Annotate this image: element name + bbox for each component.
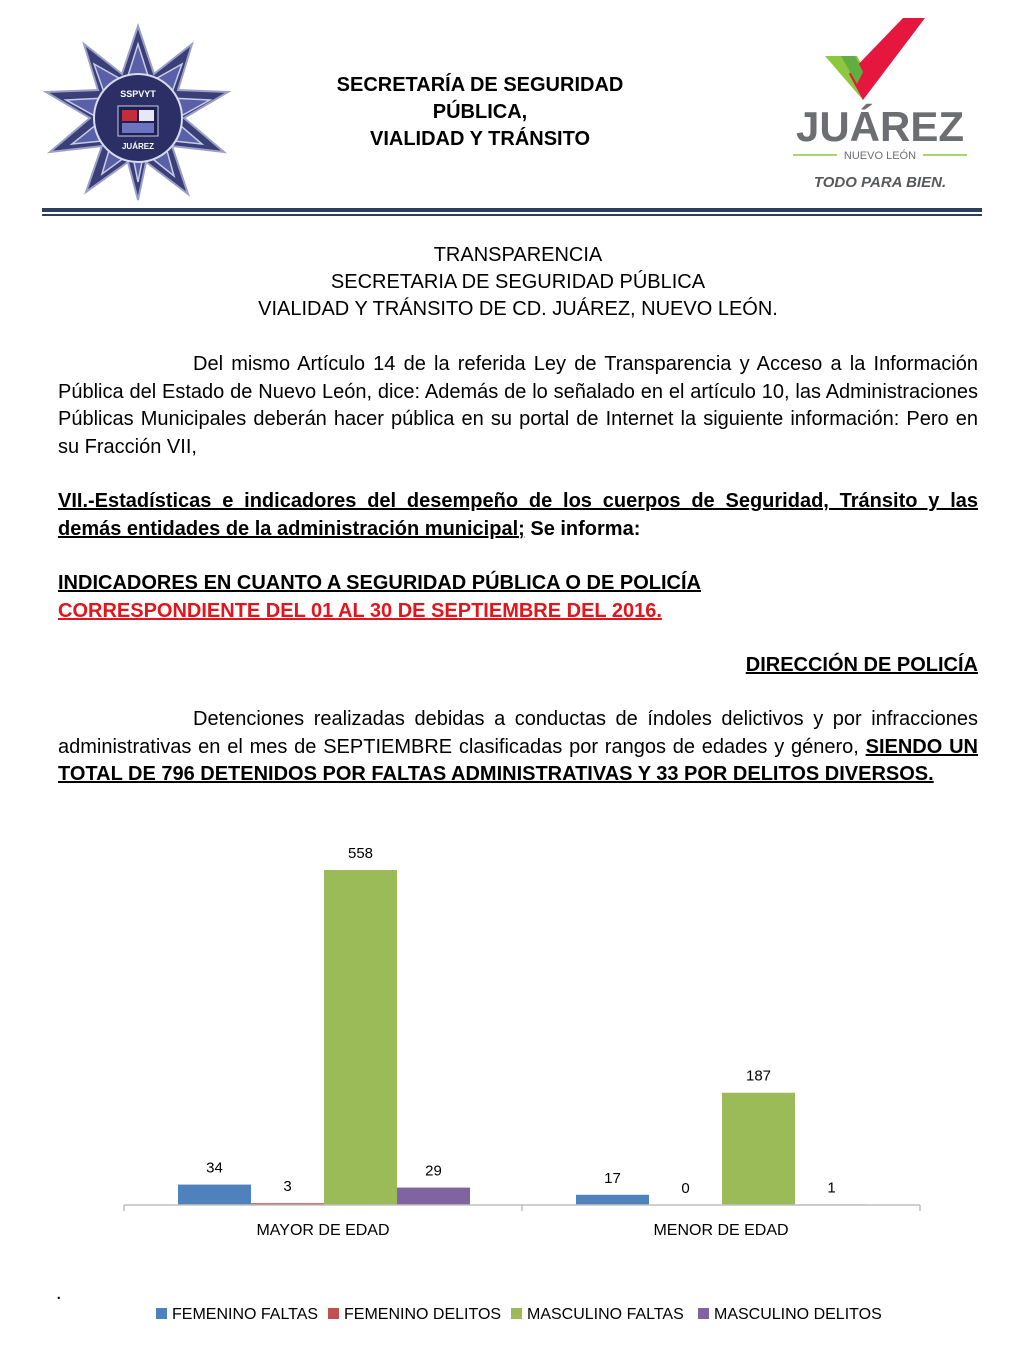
paragraph2-emphasis: SIENDO UN TOTAL DE 796 DETENIDOS POR FALTAS ADMINISTRATIVAS Y 33 POR DELITOS DIVERSOS. (58, 735, 978, 785)
org-title-line2: PÚBLICA, (432, 101, 528, 123)
badge-text-bottom: JUÁREZ (121, 142, 155, 151)
bar-mayor-de-edad-masculino-delitos (397, 1188, 470, 1205)
paragraph1-text: Del mismo Artículo 14 de la referida Ley de Transparencia y Acceso a la Información Pública del Estado de Nuevo León, dice: Además de lo señalado en el artículo 10, las Administraciones Públicas Municipales deberán hacer pública en su portal de Internet la siguiente información: Pero en su Fracción VII, (58, 353, 978, 458)
data-label: 187 (745, 1067, 772, 1085)
category-label: MENOR DE EDAD (653, 1222, 789, 1239)
org-title-line3: VIALIDAD Y TRÁNSITO (369, 128, 591, 150)
legend-entry: MASCULINO FALTAS (527, 1306, 684, 1323)
header-rule-thin (42, 214, 982, 216)
data-label: 0 (681, 1180, 690, 1197)
data-label: 1 (827, 1179, 836, 1197)
paragraph-detenciones (58, 706, 978, 789)
fraccion-rest: Se informa: (524, 517, 641, 540)
header-rule-thick (42, 208, 982, 212)
bar-menor-de-edad-femenino-faltas (576, 1195, 649, 1205)
indicadores-heading (58, 570, 978, 625)
intro-line2: SECRETARIA DE SEGURIDAD PÚBLICA (330, 271, 706, 293)
indicadores-line1: INDICADORES EN CUANTO A SEGURIDAD PÚBLICA O DE POLICÍA (58, 572, 701, 594)
logo-name: JUÁREZ (795, 103, 965, 150)
category-label: MAYOR DE EDAD (256, 1222, 390, 1239)
paragraph2-plain: Detenciones realizadas debidas a conductas de índoles delictivos y por infracciones administrativas en el mes de SEPTIEMBRE clasificadas por rangos de edades y género, (58, 708, 978, 758)
badge-text-top: SSPVYT (120, 89, 156, 99)
intro-heading (58, 242, 978, 323)
legend-entry: FEMENINO DELITOS (344, 1306, 502, 1323)
legend-entry: FEMENINO FALTAS (172, 1306, 319, 1323)
bar-menor-de-edad-masculino-faltas (722, 1093, 795, 1205)
data-label: 17 (604, 1169, 621, 1187)
org-title-line1: SECRETARÍA DE SEGURIDAD (336, 74, 624, 96)
stray-dot: . (56, 1282, 62, 1304)
direccion-label: DIRECCIÓN DE POLICÍA (745, 654, 978, 676)
sspvyt-badge-logo (42, 22, 234, 202)
legend-swatch (328, 1308, 339, 1319)
data-label: 34 (206, 1159, 223, 1177)
juarez-logo (785, 14, 975, 196)
fraccion-underlined: VII.-Estadísticas e indicadores del desempeño de los cuerpos de Seguridad, Tránsito y las demás entidades de la administración municipal; (58, 490, 978, 540)
detentions-bar-chart (0, 830, 1024, 1365)
intro-line1: TRANSPARENCIA (433, 244, 603, 266)
data-label: 3 (283, 1178, 292, 1196)
legend-entry: MASCULINO DELITOS (714, 1306, 882, 1323)
data-label: 558 (347, 845, 374, 862)
legend-swatch (698, 1308, 709, 1319)
logo-state: NUEVO LEÓN (843, 150, 917, 162)
data-label: 29 (425, 1162, 442, 1180)
organization-title (300, 72, 660, 153)
legend-swatch (511, 1308, 522, 1319)
fraccion-vii (58, 488, 978, 543)
paragraph-articulo-14 (58, 351, 978, 461)
legend-swatch (156, 1308, 167, 1319)
intro-line3: VIALIDAD Y TRÁNSITO DE CD. JUÁREZ, NUEVO LEÓN. (258, 298, 778, 320)
indicadores-date-range: CORRESPONDIENTE DEL 01 AL 30 DE SEPTIEMBRE DEL 2016. (58, 599, 662, 622)
direccion-policia (58, 652, 978, 680)
bar-mayor-de-edad-femenino-faltas (178, 1185, 251, 1205)
bar-mayor-de-edad-masculino-faltas (324, 870, 397, 1205)
logo-slogan: TODO PARA BIEN. (813, 174, 947, 191)
